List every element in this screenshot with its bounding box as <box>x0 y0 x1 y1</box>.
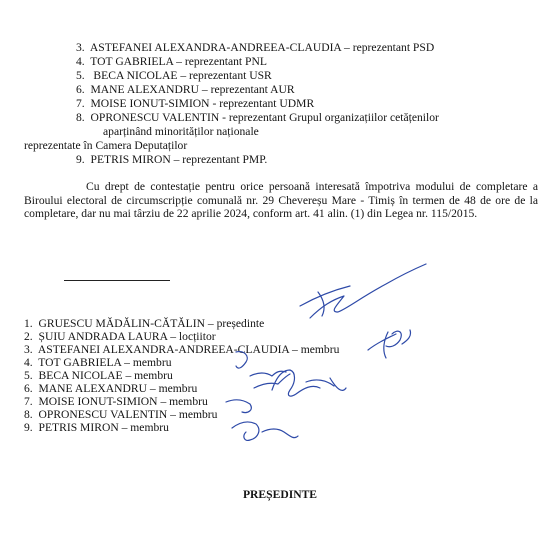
list-item: 3. ASTEFANEI ALEXANDRA-ANDREEA-CLAUDIA – reprezentant PSD <box>76 41 435 54</box>
list-item: 4. TOT GABRIELA – reprezentant PNL <box>76 55 267 68</box>
list-item: 7. MOISE IONUT-SIMION - reprezentant UDMR <box>76 97 315 110</box>
list-item-continuation: reprezentate în Camera Deputaților <box>24 139 188 152</box>
signature-6 <box>232 422 298 440</box>
list-item: 4. TOT GABRIELA – membru <box>24 356 172 369</box>
list-item: 9. PETRIS MIRON – membru <box>24 421 169 434</box>
signature-2 <box>368 330 411 358</box>
contest-paragraph: Cu drept de contestație pentru orice persoană interesată împotriva modului de completare a Biroului electoral de circumscripție comunală nr. 29 Chevereșu Mare - Timiș în termen de 48 de ore de la completare, dar nu mai târziu de 22 aprilie 2024, conform art. 41 alin. (1) din Legea nr. 115/2015. <box>24 180 538 221</box>
signature-heading: PREȘEDINTE <box>242 488 318 501</box>
list-item: 5. BECA NICOLAE – membru <box>24 369 173 382</box>
list-item: 1. GRUESCU MĂDĂLIN-CĂTĂLIN – președinte <box>24 317 265 330</box>
signature-5 <box>226 400 251 413</box>
list-item: 7. MOISE IONUT-SIMION – membru <box>24 395 208 408</box>
list-item: 6. MANE ALEXANDRU – reprezentant AUR <box>76 83 295 96</box>
list-item: 3. ASTEFANEI ALEXANDRA-ANDREEA-CLAUDIA – membru <box>24 343 340 356</box>
list-item: 8. OPRONESCU VALENTIN – membru <box>24 408 218 421</box>
list-item: 2. ȘUIU ANDRADA LAURA – locțiitor <box>24 330 216 343</box>
list-item-continuation: aparținând minorităților naționale <box>103 125 259 138</box>
signature-4 <box>272 370 346 396</box>
list-item: 9. PETRIS MIRON – reprezentant PMP. <box>76 153 268 166</box>
list-item: 6. MANE ALEXANDRU – membru <box>24 382 198 395</box>
signature-1 <box>300 264 426 318</box>
list-item: 5. BECA NICOLAE – reprezentant USR <box>76 69 272 82</box>
signature-3 <box>236 352 290 388</box>
list-item: 8. OPRONESCU VALENTIN - reprezentant Grupul organizațiilor cetățenilor <box>76 111 439 124</box>
